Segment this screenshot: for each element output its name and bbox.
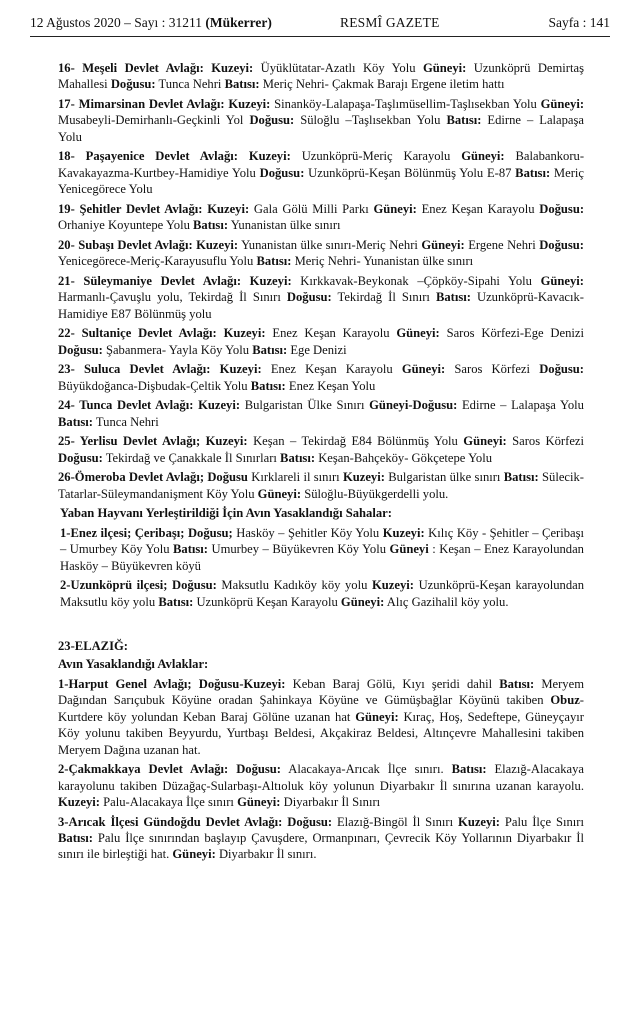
south-text: Saros Körfezi — [512, 434, 584, 449]
south-label: Güneyi: — [461, 149, 505, 164]
north-text: Enez Keşan Karayolu — [270, 362, 393, 377]
elazig-subheading: Avın Yasaklandığı Avlaklar: — [58, 657, 209, 672]
wildlife-1-enez — [58, 525, 584, 574]
item-18 — [58, 148, 584, 197]
north-text: Bulgaristan ülke sınırı — [388, 470, 501, 485]
north-text: Keşan – Tekirdağ E84 Bölünmüş Yolu — [253, 434, 458, 449]
west-label: Batısı: — [256, 254, 292, 269]
east-north-label: Doğusu-Kuzeyi: — [198, 677, 286, 692]
south-text: Ergene Nehri — [468, 237, 536, 252]
item-22 — [58, 325, 584, 358]
south-label: Güneyi: — [463, 434, 507, 449]
west-label: Batısı: — [224, 77, 260, 92]
south-text: Kıraç, Hoş, Sedeftepe, Güneyçayır Köy yolunu takiben Beyyurdu, Yurtbaşı Beldesi, Akçakiraz Beldesi, Altınçevre Mahallesini takiben Meryem Dağına uzanan hat. — [58, 709, 584, 757]
north-text: Enez Keşan Karayolu — [272, 326, 390, 341]
west-label: Batısı: — [451, 762, 487, 777]
north-label: Kuzeyi: — [207, 201, 250, 216]
east-label: Doğusu: — [539, 201, 585, 216]
obuz-bold: Obuz — [550, 693, 580, 708]
item-title: 24- Tunca Devlet Avlağı: — [58, 398, 194, 413]
north-label: Kuzeyi: — [205, 434, 248, 449]
east-text: Uzunköprü-Keşan Bölünmüş Yolu E-87 — [308, 165, 512, 180]
west-text: Uzunköprü Keşan Karayolu — [196, 594, 338, 609]
north-label: Kuzeyi: — [228, 97, 271, 111]
southeast-text: Edirne – Lalapaşa Yolu — [461, 398, 584, 413]
east-label: Doğusu: — [287, 814, 333, 829]
east-text: Tunca Nehri — [158, 77, 222, 92]
item-26 — [58, 469, 584, 502]
east-label: Doğusu: — [539, 237, 584, 252]
east-text: Şabanmera- Yayla Köy Yolu — [105, 342, 250, 357]
east-label: Doğusu: — [286, 290, 332, 305]
south-text: Balabankoru-Kavakayazma-Kurtbey-Hamidiye Yolu — [58, 149, 585, 180]
south-label: Güneyi: — [540, 97, 585, 111]
west-label: Batısı: — [193, 218, 229, 233]
west-text: Umurbey – Büyükevren Köy Yolu — [211, 542, 387, 557]
north-text: Gala Gölü Milli Parkı — [253, 201, 369, 216]
north-label: Kuzeyi: — [211, 61, 254, 75]
north-label: Kuzeyi: — [371, 578, 414, 593]
header-page-number: Sayfa : 141 — [548, 15, 610, 30]
south-label: Güneyi: — [340, 594, 385, 609]
west-text: Keşan-Bahçeköy- Gökçetepe Yolu — [318, 450, 493, 465]
south-label: Güneyi: — [257, 486, 302, 501]
east-label: Doğusu: — [236, 762, 281, 777]
west-text: Meriç Nehri- Çakmak Barajı Ergene iletim hattı — [262, 77, 505, 92]
west-text: Yunanistan ülke sınırı — [230, 218, 341, 233]
item-19 — [58, 201, 584, 234]
south-label: Güneyi: — [172, 847, 216, 862]
item-title: 23- Suluca Devlet Avlağı: — [58, 362, 211, 377]
south-label: Güneyi: — [422, 61, 467, 75]
header-mukerrer: (Mükerrer) — [205, 15, 272, 30]
south-text: Alıç Gazihalil köy yolu. — [386, 594, 509, 609]
west-text: Meriç Yenicegörece Yolu — [58, 165, 584, 197]
east-text: Büyükdoğanca-Dişbudak-Çeltik Yolu — [58, 378, 248, 393]
item-title: 16- Meşeli Devlet Avlağı: — [58, 61, 204, 75]
east-label: Doğusu: — [58, 450, 103, 465]
wildlife-heading: Yaban Hayvanı Yerleştirildiği İçin Avın Yasaklandığı Sahalar: — [60, 506, 392, 521]
south-text: Diyarbakır İl Sınırı — [283, 795, 381, 810]
north-label: Kuzeyi: — [219, 362, 262, 377]
item-23 — [58, 361, 584, 394]
south-text: : Keşan – Enez Karayolundan Hasköy – Büyükevren köyü — [60, 542, 584, 573]
south-label: Güneyi: — [421, 237, 465, 252]
elazig-3-aricak — [58, 814, 584, 863]
east-label: Doğusu: — [172, 578, 217, 593]
south-text: Süloğlu-Büyükgerdelli yolu. — [304, 486, 449, 501]
north-text: Üyüklütatar-Azatlı Köy Yolu — [260, 61, 416, 75]
north-label: Kuzeyi: — [58, 795, 100, 810]
west-label: Batısı: — [499, 677, 535, 692]
north-text: Kırkkavak-Beykonak –Çöpköy-Sipahi Yolu — [300, 273, 532, 288]
north-text: Kılıç Köy - Şehitler – Çeribaşı – Umurbey Köy Yolu — [60, 525, 585, 557]
east-label: Doğusu; — [187, 525, 233, 540]
west-label: Batısı: — [435, 290, 471, 305]
east-north-text: Keban Baraj Gölü, Kıyı şeridi dahil — [292, 677, 493, 692]
west-label: Batısı: — [158, 594, 194, 609]
south-text: Saros Körfezi-Ege Denizi — [446, 326, 585, 341]
item-20 — [58, 237, 584, 270]
east-label: Doğusu: — [58, 342, 103, 357]
south-label: Güneyi: — [396, 326, 440, 341]
south-label: Güneyi — [389, 542, 429, 557]
elazig-2-cakmakkaya — [58, 761, 584, 810]
west-text: Ege Denizi — [290, 342, 347, 357]
west-label: Batısı: — [173, 542, 208, 557]
item-title: 21- Süleymaniye Devlet Avlağı: — [58, 273, 242, 288]
north-label: Kuzeyi: — [249, 273, 292, 288]
north-text: Uzunköprü-Keşan karayolundan Maksutlu köy yolu — [60, 578, 585, 609]
east-text: Maksutlu Kadıköy köy yolu — [221, 578, 368, 593]
south-label: Güneyi: — [355, 709, 399, 724]
north-label: Kuzeyi: — [196, 237, 239, 252]
west-label: Batısı: — [280, 450, 316, 465]
item-17 — [58, 96, 584, 145]
west-label: Batısı: — [252, 342, 288, 357]
south-label: Güneyi: — [237, 795, 281, 810]
west-label: Batısı: — [515, 165, 551, 180]
north-text: Sinanköy-Lalapaşa-Taşlımüsellim-Taşlısekban Yolu — [274, 97, 537, 111]
south-text: Diyarbakır İl sınırı. — [218, 847, 317, 862]
item-title: 26-Ömeroba Devlet Avlağı; — [58, 470, 205, 485]
south-text: Harmanlı-Çavuşlu yolu, Tekirdağ İl Sınırı — [58, 290, 281, 305]
west-label: Batısı: — [446, 113, 482, 128]
west-text: Sülecik-Tatarlar-Süleymandanişment Köy Yolu — [58, 470, 584, 501]
elazig-heading: 23-ELAZIĞ: — [58, 639, 128, 654]
east-label: Doğusu — [207, 470, 248, 485]
east-text: Alacakaya-Arıcak İlçe sınırı. — [288, 762, 444, 777]
south-label: Güneyi: — [540, 273, 584, 288]
item-title: 1-Harput Genel Avlağı; — [58, 677, 192, 692]
item-24 — [58, 397, 584, 430]
north-label: Kuzeyi: — [248, 149, 291, 164]
item-25 — [58, 433, 584, 466]
west-text: Elazığ-Alacakaya karayolunu takiben Düzağaç-Sularbaşı-Altıoluk köy yolunun Diyarbakır İl sınırına uzanan karayolu. — [58, 762, 584, 793]
north-text: Palu-Alacakaya İlçe sınırı — [103, 795, 234, 810]
west-text: Uzunköprü-Kavacık- Hamidiye E87 Bölünmüş yolu — [58, 290, 585, 321]
north-label: Kuzeyi: — [198, 398, 241, 413]
east-text: Kırklareli il sınırı — [251, 470, 340, 485]
north-label: Kuzeyi: — [458, 814, 501, 829]
south-label: Güneyi: — [401, 362, 446, 377]
west-text-cont: -Kurtdere köy yolundan Keban Baraj Gölüne uzanan hat — [58, 693, 584, 724]
south-text: Enez Keşan Karayolu — [421, 201, 535, 216]
north-label: Kuzeyi: — [342, 470, 385, 485]
item-title: 1-Enez ilçesi; Çeribaşı; — [60, 525, 185, 540]
page-header — [30, 14, 610, 37]
south-text: Uzunköprü Demirtaş Mahallesi — [58, 61, 584, 92]
north-label: Kuzeyi: — [382, 525, 425, 540]
south-text: Musabeyli-Demirhanlı-Geçkinli Yol — [58, 113, 244, 128]
east-label: Doğusu: — [110, 77, 156, 92]
item-title: 2-Çakmakkaya Devlet Avlağı: — [58, 762, 229, 777]
west-label: Batısı: — [58, 831, 93, 846]
south-text: Saros Körfezi — [454, 362, 531, 377]
east-text: Tekirdağ İl Sınırı — [337, 290, 430, 305]
west-label: Batısı: — [58, 414, 93, 429]
header-date-text: 12 Ağustos 2020 – Sayı : 31211 — [30, 15, 206, 30]
east-label: Doğusu: — [259, 165, 305, 180]
item-title: 22- Sultaniçe Devlet Avlağı: — [58, 326, 217, 341]
header-gazette-title: RESMÎ GAZETE — [340, 15, 440, 30]
north-text: Palu İlçe Sınırı — [504, 814, 584, 829]
south-label: Güneyi: — [373, 201, 417, 216]
east-text: Tekirdağ ve Çanakkale İl Sınırları — [105, 450, 277, 465]
north-text: Bulgaristan Ülke Sınırı — [244, 398, 365, 413]
west-text: Meryem Dağından Sarıçubuk Köyüne oradan Şahinkaya Köyüne ve Gümüşbağlar Köyünü takiben — [58, 677, 584, 708]
east-text: Hasköy – Şehitler Köy Yolu — [236, 525, 380, 540]
item-title: 20- Subaşı Devlet Avlağı: — [58, 237, 193, 252]
north-label: Kuzeyi: — [223, 326, 266, 341]
header-date-issue — [30, 14, 272, 32]
document-body — [58, 60, 584, 866]
item-title: 25- Yerlisu Devlet Avlağı; — [58, 434, 201, 449]
west-text: Enez Keşan Yolu — [288, 378, 376, 393]
west-text: Tunca Nehri — [95, 414, 159, 429]
east-label: Doğusu: — [249, 113, 295, 128]
west-label: Batısı: — [503, 470, 539, 485]
east-label: Doğusu: — [539, 362, 584, 377]
east-text: Süloğlu –Taşlısekban Yolu — [300, 113, 441, 128]
wildlife-2-uzunkopru — [58, 577, 584, 610]
item-title: 17- Mimarsinan Devlet Avlağı: — [58, 97, 225, 111]
item-21 — [58, 273, 584, 322]
southeast-label: Güneyi-Doğusu: — [369, 398, 458, 413]
west-text: Edirne – Lalapaşa Yolu — [58, 113, 585, 144]
east-text: Yenicegörece-Meriç-Karayusuflu Yolu — [58, 254, 254, 269]
elazig-1-harput — [58, 676, 584, 758]
item-title: 2-Uzunköprü ilçesi; — [60, 578, 168, 593]
north-text: Yunanistan ülke sınırı-Meriç Nehri — [241, 237, 418, 252]
west-label: Batısı: — [250, 378, 286, 393]
west-text: Meriç Nehri- Yunanistan ülke sınırı — [294, 254, 474, 269]
item-title: 3-Arıcak İlçesi Gündoğdu Devlet Avlağı: — [58, 814, 283, 829]
item-title: 18- Paşayenice Devlet Avlağı: — [58, 149, 238, 164]
west-text: Palu İlçe sınırından başlayıp Çavuşdere, Ormanpınarı, Çevrecik Köy Yollarının Diyarbakır İl sınırı ile birleştiği hat. — [58, 831, 584, 862]
item-16 — [58, 60, 584, 93]
item-title: 19- Şehitler Devlet Avlağı: — [58, 201, 203, 216]
north-text: Uzunköprü-Meriç Karayolu — [301, 149, 451, 164]
east-text: Elazığ-Bingöl İl Sınırı — [336, 814, 454, 829]
east-text: Orhaniye Koyuntepe Yolu — [58, 218, 190, 233]
